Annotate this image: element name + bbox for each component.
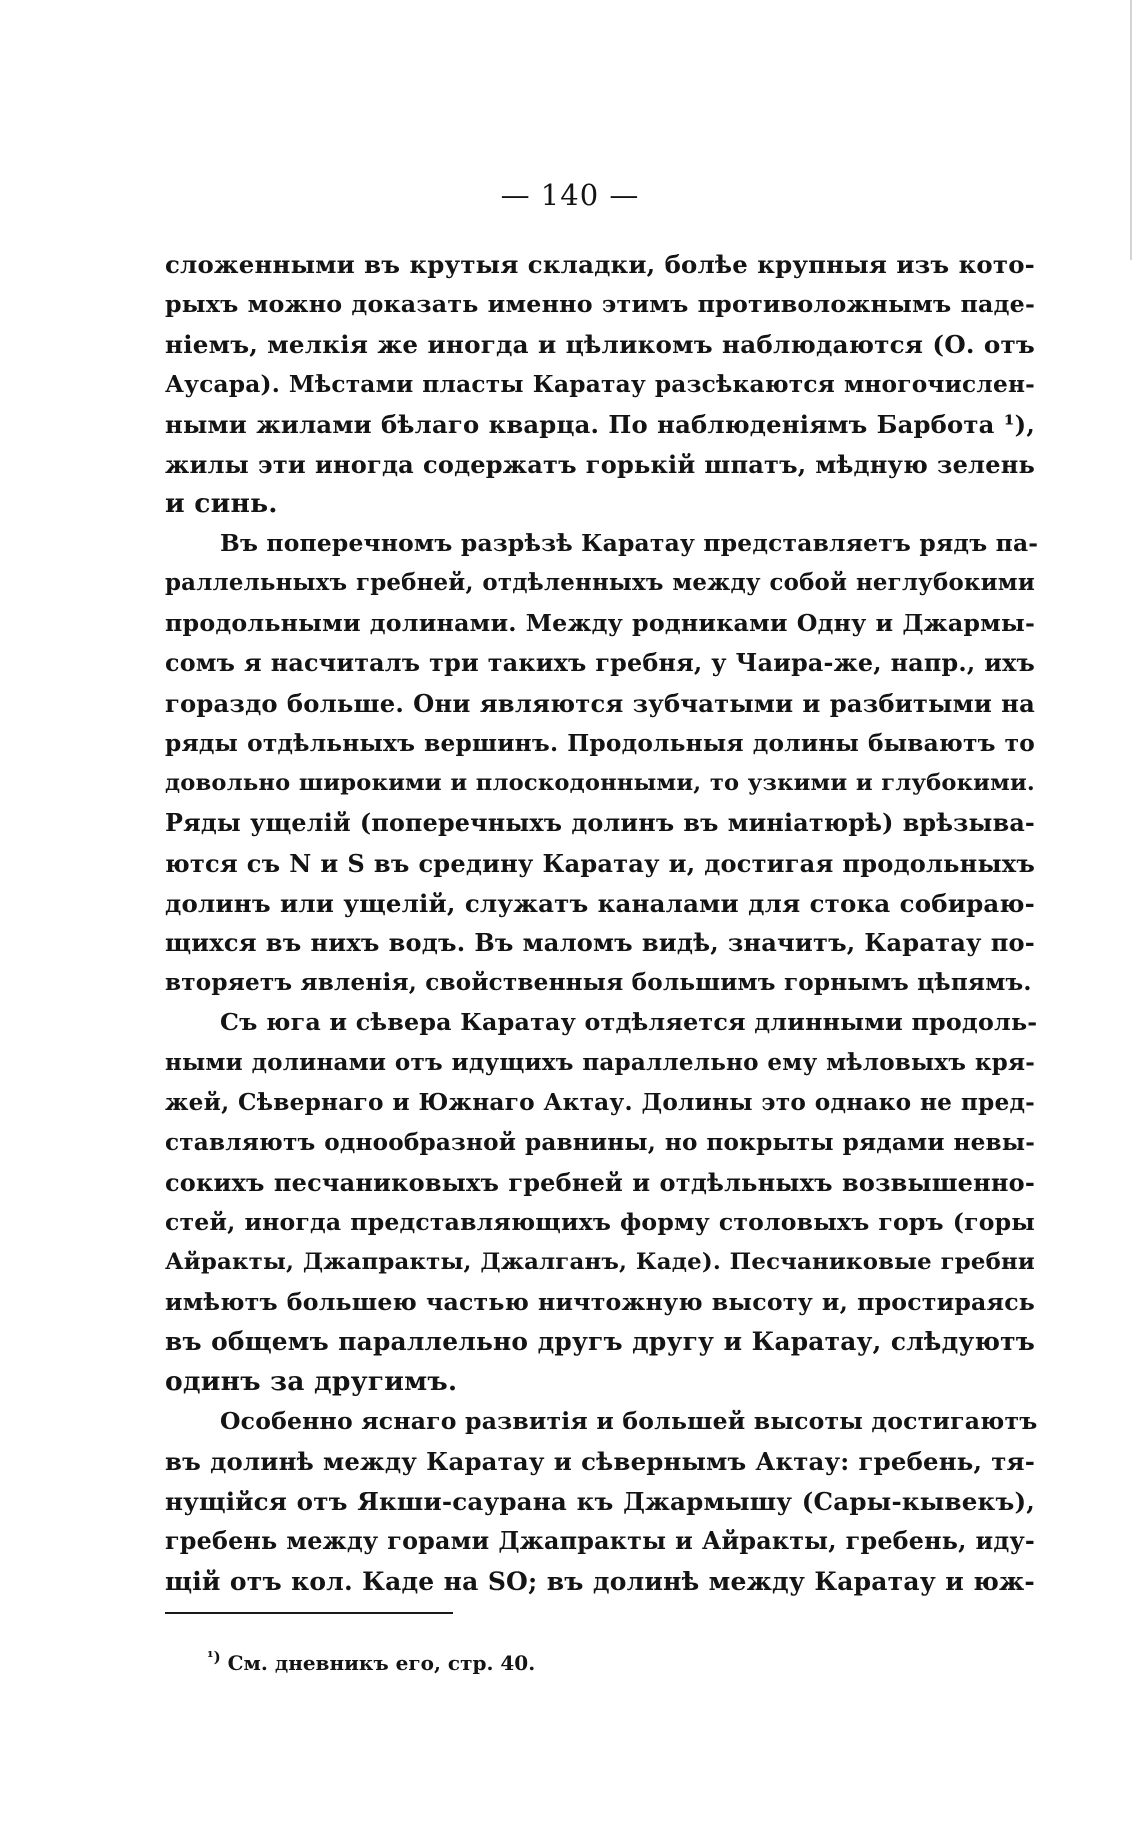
text-line: Съ юга и сѣвера Каратау отдѣляется длинными продоль- — [220, 1008, 1038, 1037]
text-line: въ долинѣ между Каратау и сѣвернымъ Актау: гребень, тя- — [165, 1447, 1035, 1477]
text-line: и синь. — [165, 488, 278, 520]
text-line: щихся въ нихъ водъ. Въ маломъ видѣ, значитъ, Каратау по- — [165, 928, 1035, 958]
footnote-mark: ¹) — [207, 1648, 221, 1666]
page-edge-line — [1130, 0, 1132, 260]
footnote — [207, 1648, 535, 1675]
text-line: нущійся отъ Якши-саурана къ Джармышу (Сары-кывекъ), — [165, 1487, 1035, 1517]
text-line: продольными долинами. Между родниками Одну и Джармы- — [165, 609, 1035, 638]
footnote-divider — [165, 1612, 453, 1614]
text-line: раллельныхъ гребней, отдѣленныхъ между собой неглубокими — [165, 570, 1035, 597]
text-line: ются съ N и S въ средину Каратау и, достигая продольныхъ — [165, 848, 1035, 878]
text-line: сложенными въ крутыя складки, болѣе крупныя изъ кото- — [165, 250, 1035, 279]
text-line: рыхъ можно доказать именно этимъ противоложнымъ паде- — [165, 289, 1035, 318]
page-number: — 140 — — [500, 178, 640, 212]
text-line: щій отъ кол. Каде на SO; въ долинѣ между Каратау и юж- — [165, 1566, 1035, 1596]
text-line: въ общемъ параллельно другъ другу и Каратау, слѣдуютъ — [165, 1327, 1035, 1357]
text-line: ряды отдѣльныхъ вершинъ. Продольныя долины бываютъ то — [165, 729, 1035, 757]
text-line: довольно широкими и плоскодонными, то узкими и глубокими. — [165, 769, 1035, 796]
text-line: вторяетъ явленія, свойственныя большимъ горнымъ цѣпямъ. — [165, 969, 1032, 997]
text-line: стей, иногда представляющихъ форму столовыхъ горъ (горы — [165, 1207, 1035, 1236]
text-line: ными жилами бѣлаго кварца. По наблюденіямъ Барбота ¹), — [165, 409, 1035, 439]
text-line: Аусара). Мѣстами пласты Каратау разсѣкаются многочислен- — [165, 370, 1035, 398]
text-line: Ряды ущелій (поперечныхъ долинъ въ миніатюрѣ) врѣзыва- — [165, 808, 1035, 837]
text-line: имѣютъ большею частью ничтожную высоту и, простираясь — [165, 1287, 1035, 1316]
text-line: гораздо больше. Они являются зубчатыми и разбитыми на — [165, 688, 1035, 718]
footnote-text: См. дневникъ его, стр. 40. — [227, 1651, 536, 1675]
text-line: жилы эти иногда содержатъ горькій шпатъ, мѣдную зелень — [165, 449, 1035, 479]
body-text — [165, 245, 1039, 1602]
text-line: гребень между горами Джапракты и Айракты, гребень, иду- — [165, 1527, 1035, 1555]
text-line: жей, Сѣвернаго и Южнаго Актау. Долины это однако не пред- — [165, 1089, 1035, 1117]
text-line: Особенно яснаго развитія и большей высоты достигаютъ — [220, 1407, 1038, 1436]
text-line: сокихъ песчаниковыхъ гребней и отдѣльныхъ возвышенно- — [165, 1167, 1035, 1197]
text-line: сомъ я насчиталъ три такихъ гребня, у Чаира-же, напр., ихъ — [165, 649, 1035, 678]
text-line: Айракты, Джапракты, Джалганъ, Каде). Песчаниковые гребни — [165, 1248, 1035, 1275]
text-line: ставляютъ однообразной равнины, но покрыты рядами невы- — [165, 1128, 1035, 1156]
text-line: одинъ за другимъ. — [165, 1366, 458, 1398]
text-line: Въ поперечномъ разрѣзѣ Каратау представляетъ рядъ па- — [220, 529, 1039, 558]
text-line: долинъ или ущелій, служатъ каналами для стока собираю- — [165, 888, 1035, 918]
text-line: ніемъ, мелкія же иногда и цѣликомъ наблюдаются (О. отъ — [165, 329, 1035, 359]
text-line: ными долинами отъ идущихъ параллельно ему мѣловыхъ кря- — [165, 1049, 1035, 1077]
